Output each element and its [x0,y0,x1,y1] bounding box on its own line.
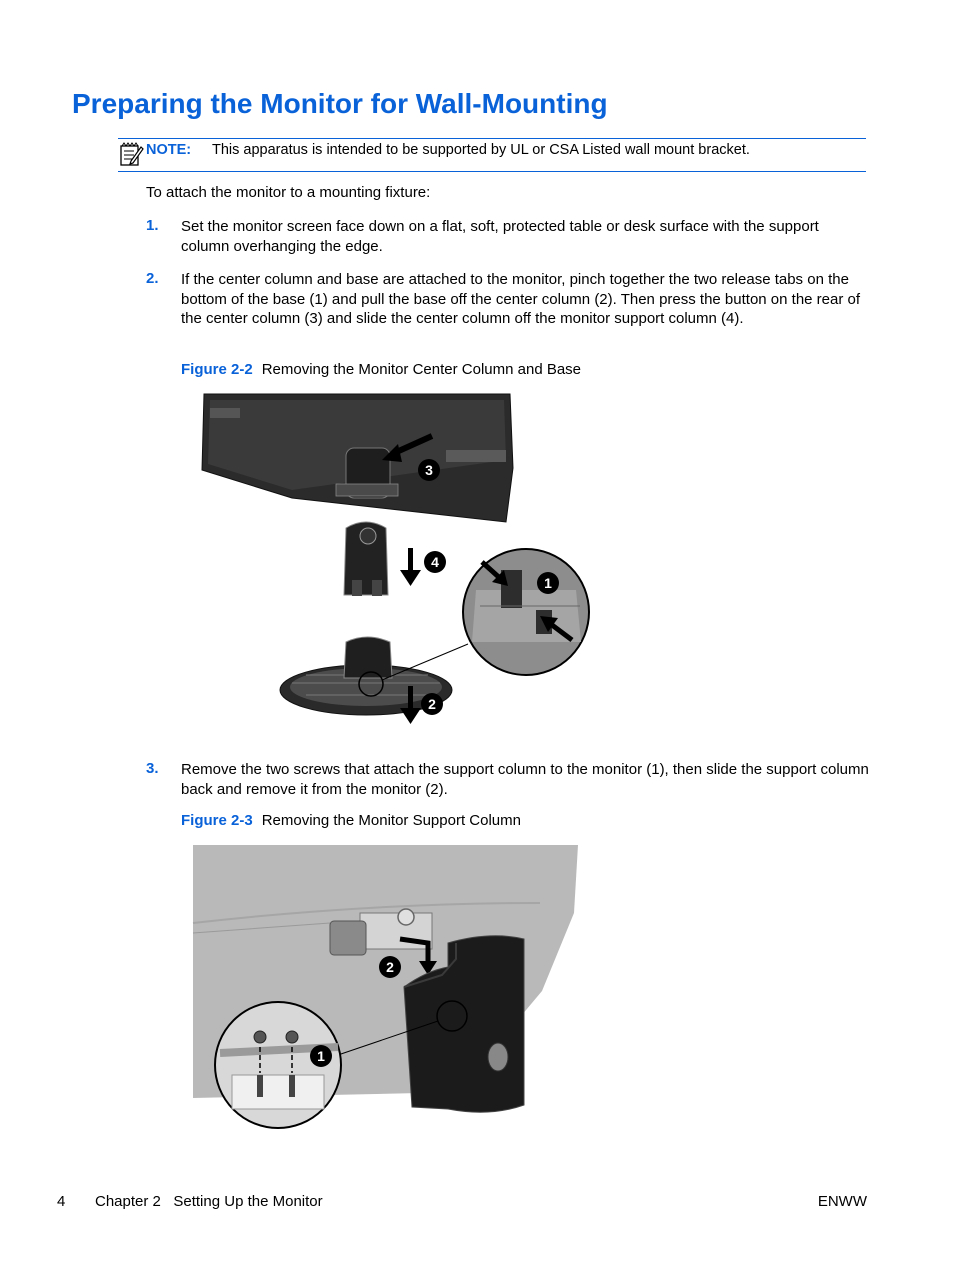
page-title: Preparing the Monitor for Wall-Mounting [72,88,608,119]
svg-text:1: 1 [317,1048,325,1064]
step-1-number: 1. [146,217,159,234]
svg-text:3: 3 [425,462,433,478]
note-box [118,138,866,172]
figure-2-3-illustration [190,843,585,1133]
note-label: NOTE: [146,142,192,158]
svg-text:2: 2 [428,696,436,712]
step-3-number: 3. [146,760,159,777]
intro-text: To attach the monitor to a mounting fixture: [146,184,431,201]
figure-2-2-caption [181,361,581,378]
callout-2 [421,693,443,715]
step-2-number: 2. [146,270,159,287]
chapter-title: Chapter 2 Setting Up the Monitor [95,1193,323,1210]
figure-2-2-illustration [196,390,596,735]
callout-1 [310,1045,332,1067]
step-3-text: Remove the two screws that attach the support column to the monitor (1), then slide the support column back and remove it from the monitor (2). [181,761,869,798]
note-icon [118,141,144,167]
page-number: 4 [57,1193,66,1210]
figure-label: Figure 2-2 [181,361,253,378]
svg-text:4: 4 [431,554,439,570]
step-1-text: Set the monitor screen face down on a flat, soft, protected table or desk surface with the support column overhanging the edge. [181,218,819,255]
footer-code: ENWW [817,1193,867,1210]
callout-1 [537,572,559,594]
callout-2 [379,956,401,978]
figure-2-3-caption [181,812,521,829]
svg-text:2: 2 [386,959,394,975]
callout-3 [418,459,440,481]
figure-caption: Removing the Monitor Center Column and Base [261,361,582,378]
figure-caption: Removing the Monitor Support Column [261,812,521,829]
note-text: This apparatus is intended to be supported by UL or CSA Listed wall mount bracket. [212,142,750,158]
figure-label: Figure 2-3 [181,812,253,829]
step-2-text: If the center column and base are attached to the monitor, pinch together the two release tabs on the bottom of the base (1) and pull the base off the center column (2). Then press the button on the rear of the center column (3) and slide the center column off the monitor support column (4). [181,271,861,327]
svg-text:1: 1 [544,575,552,591]
callout-4 [424,551,446,573]
